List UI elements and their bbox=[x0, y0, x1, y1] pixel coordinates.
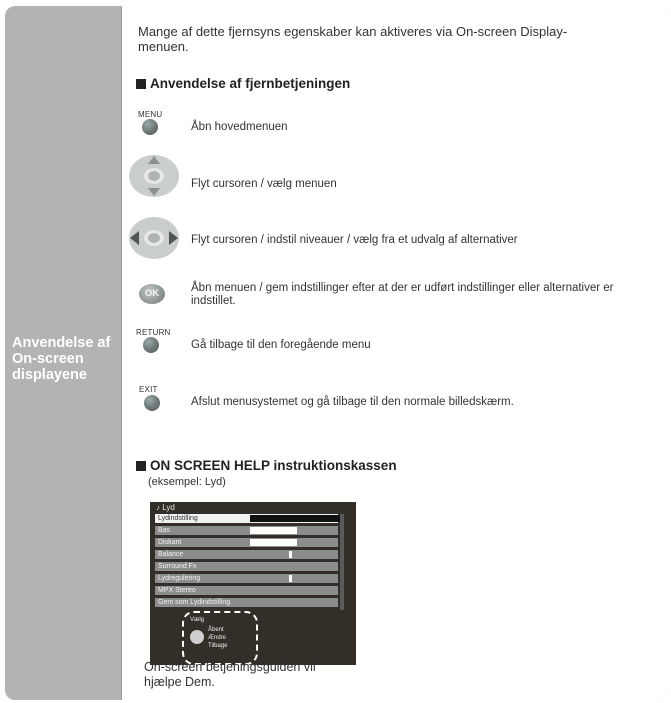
return-desc: Gå tilbage til den foregående menu bbox=[191, 339, 371, 351]
menu-row[interactable]: Lydregulering bbox=[155, 574, 338, 583]
intro-text: Mange af dette fjernsyns egenskaber kan aktiveres via On-screen Display-menuen. bbox=[138, 24, 568, 54]
guide-item: Åbent bbox=[208, 627, 224, 633]
ok-button-icon[interactable]: OK bbox=[139, 284, 165, 304]
help-caption: On-screen betjeningsguiden vil hjælpe Dem. bbox=[144, 660, 316, 689]
dpad-leftright-icon[interactable] bbox=[128, 216, 180, 260]
guide-key-icon bbox=[190, 630, 204, 644]
sidebar-title: Anvendelse af On-screen displayene bbox=[12, 335, 111, 383]
menu-desc: Åbn hovedmenuen bbox=[191, 121, 288, 133]
help-heading: ON SCREEN HELP instruktionskassen bbox=[136, 458, 397, 473]
level-bar bbox=[250, 527, 297, 534]
menu-row[interactable]: Balance bbox=[155, 550, 338, 559]
guide-title: Vælg bbox=[190, 617, 205, 623]
onscreen-guide bbox=[182, 611, 258, 665]
heading-square-icon bbox=[136, 79, 146, 89]
screen-title: ♪ Lyd bbox=[156, 503, 175, 512]
return-button-icon[interactable] bbox=[143, 337, 159, 353]
help-example: (eksempel: Lyd) bbox=[148, 476, 226, 488]
heading-square-icon bbox=[136, 461, 146, 471]
page-frame bbox=[5, 6, 665, 700]
guide-item: Ændre bbox=[208, 635, 227, 641]
level-bar bbox=[250, 515, 342, 522]
menu-row[interactable]: MPX Stereo bbox=[155, 586, 338, 595]
menu-row[interactable]: Surround Fx bbox=[155, 562, 338, 571]
exit-button-icon[interactable] bbox=[144, 395, 160, 411]
main-content bbox=[121, 6, 665, 700]
level-tick bbox=[289, 551, 292, 558]
menu-button-label: MENU bbox=[138, 110, 163, 119]
level-tick bbox=[289, 575, 292, 582]
dpad-updown-desc: Flyt cursoren / vælg menuen bbox=[191, 178, 337, 190]
menu-row[interactable]: Bas bbox=[155, 526, 338, 535]
exit-desc: Afslut menusystemet og gå tilbage til den normale billedskærm. bbox=[191, 396, 514, 408]
scrollbar bbox=[340, 514, 344, 610]
menu-button-icon[interactable] bbox=[142, 119, 158, 135]
dpad-updown-icon[interactable] bbox=[128, 154, 180, 198]
level-bar bbox=[250, 539, 297, 546]
ok-desc: Åbn menuen / gem indstillinger efter at der er udført indstillinger eller alternativer er indstillet. bbox=[191, 282, 614, 307]
exit-button-label: EXIT bbox=[139, 385, 158, 394]
guide-item: Tilbage bbox=[208, 643, 228, 649]
remote-heading: Anvendelse af fjernbetjeningen bbox=[136, 76, 350, 91]
menu-row[interactable]: Lydindstilling bbox=[155, 514, 338, 523]
menu-row[interactable]: Diskant bbox=[155, 538, 338, 547]
return-button-label: RETURN bbox=[136, 328, 171, 337]
dpad-leftright-desc: Flyt cursoren / indstil niveauer / vælg fra et udvalg af alternativer bbox=[191, 234, 518, 246]
menu-row[interactable]: Gem som Lydindstilling bbox=[155, 598, 338, 607]
help-screen bbox=[150, 502, 356, 665]
